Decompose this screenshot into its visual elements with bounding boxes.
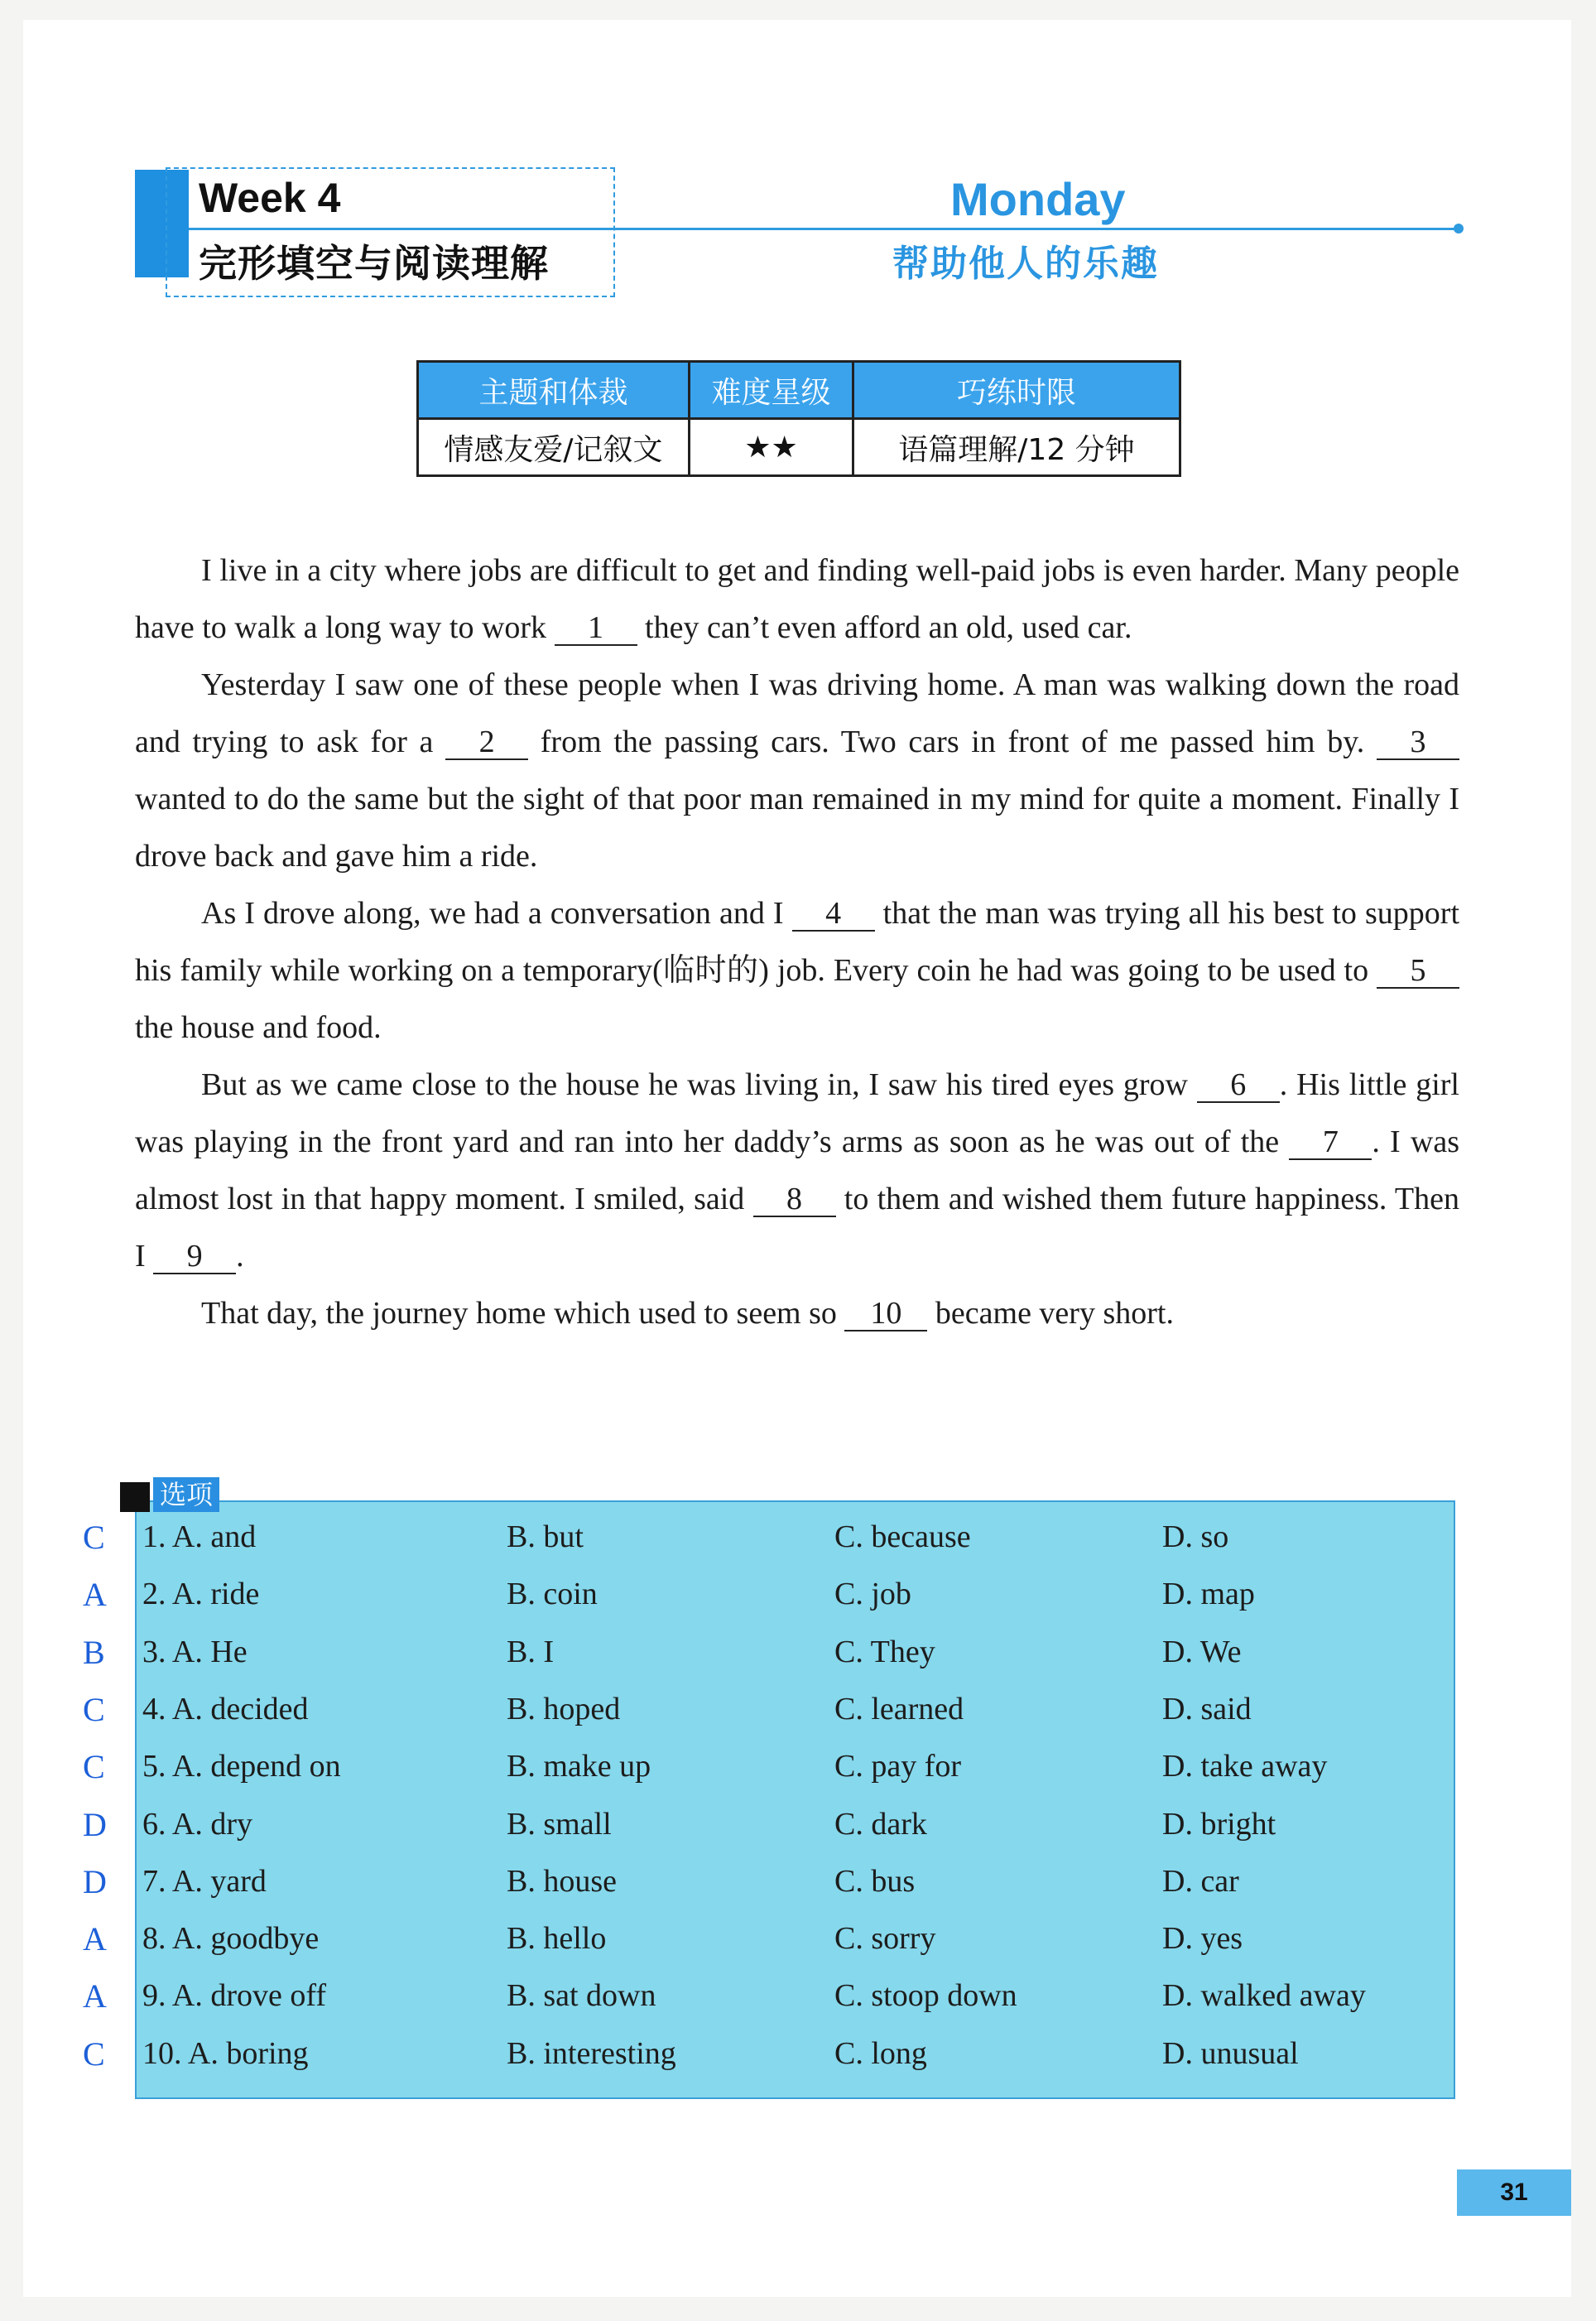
blank-3: 3 <box>1377 725 1459 760</box>
option-d: D. take away <box>1162 1749 1328 1784</box>
answer-letter: A <box>83 1920 107 1958</box>
section-title: 完形填空与阅读理解 <box>199 241 549 286</box>
option-a: 4. A. decided <box>142 1691 309 1726</box>
option-b: B. hello <box>507 1921 607 1957</box>
option-row <box>0 1967 1490 2025</box>
text: they can’t even afford an old, used car. <box>637 610 1132 645</box>
option-a: 9. A. drove off <box>142 1978 326 2014</box>
option-row <box>0 1509 1490 1566</box>
blank-9: 9 <box>153 1240 236 1274</box>
text: the house and food. <box>135 1010 382 1045</box>
option-d: D. bright <box>1162 1806 1276 1842</box>
text: became very short. <box>927 1296 1174 1331</box>
blank-10: 10 <box>844 1297 927 1331</box>
text: from the passing cars. Two cars in front of me passed him by. <box>528 725 1377 759</box>
info-value-time: 语篇理解/12 分钟 <box>853 419 1180 476</box>
options-tag-square <box>120 1482 150 1512</box>
text: But as we came close to the house he was living in, I saw his tired eyes grow <box>201 1067 1197 1102</box>
option-a: 8. A. goodbye <box>142 1921 320 1957</box>
text: . His little girl was playing in the front yard and ran into her daddy’s arms as soon as he was out of the <box>135 1067 1459 1159</box>
answer-letter: C <box>83 2034 105 2073</box>
option-d: D. so <box>1162 1519 1229 1554</box>
option-c: C. sorry <box>834 1921 936 1957</box>
answer-letter: A <box>83 1977 107 2015</box>
option-row <box>0 1910 1490 1967</box>
blank-5: 5 <box>1377 954 1459 989</box>
text: That day, the journey home which used to seem so <box>201 1296 845 1331</box>
option-c: C. job <box>834 1577 911 1612</box>
option-a: 6. A. dry <box>142 1806 252 1842</box>
passage <box>135 542 1459 1342</box>
blank-4: 4 <box>792 897 875 932</box>
option-a: 10. A. boring <box>142 2035 309 2071</box>
option-row <box>0 1796 1490 1853</box>
day-label: Monday <box>950 173 1126 225</box>
option-c: C. They <box>834 1634 935 1669</box>
answer-letter: A <box>83 1576 107 1614</box>
blank-2: 2 <box>445 725 528 760</box>
text: that the man was trying all his best to support his family while working on a temporary(临时的) job. Every coin he had was going to be used to <box>135 896 1459 988</box>
option-row <box>0 1853 1490 1910</box>
option-b: B. but <box>507 1519 584 1554</box>
answer-letter: C <box>83 1519 105 1556</box>
paragraph-5 <box>135 1285 1459 1342</box>
text: . <box>236 1239 244 1274</box>
option-row <box>0 1681 1490 1738</box>
option-row <box>0 1566 1490 1623</box>
info-header-time: 巧练时限 <box>853 362 1180 419</box>
option-b: B. I <box>507 1634 554 1669</box>
paragraph-2 <box>135 657 1459 885</box>
paragraph-4 <box>135 1057 1459 1285</box>
option-b: B. house <box>507 1863 617 1899</box>
answer-letter: D <box>83 1862 107 1900</box>
option-a: 2. A. ride <box>142 1577 260 1612</box>
blank-1: 1 <box>555 611 637 646</box>
header-rule <box>189 228 1459 230</box>
text: . I was almost lost in that happy moment. I smiled, said <box>135 1124 1459 1216</box>
option-c: C. bus <box>834 1863 916 1899</box>
week-label: Week 4 <box>199 175 341 221</box>
answer-letter: B <box>83 1633 105 1671</box>
info-table <box>416 360 1181 477</box>
option-d: D. unusual <box>1162 2035 1299 2071</box>
option-a: 7. A. yard <box>142 1863 267 1899</box>
paragraph-3 <box>135 885 1459 1057</box>
option-a: 3. A. He <box>142 1634 248 1669</box>
header-rule-dot <box>1454 224 1464 234</box>
option-row <box>0 1738 1490 1795</box>
option-d: D. walked away <box>1162 1978 1366 2014</box>
option-b: B. coin <box>507 1577 598 1612</box>
blank-8: 8 <box>753 1182 836 1217</box>
option-c: C. learned <box>834 1691 964 1726</box>
text: As I drove along, we had a conversation and I <box>201 896 792 931</box>
answer-letter: C <box>83 1748 105 1786</box>
option-d: D. yes <box>1162 1921 1243 1957</box>
text: to them and wished them future happiness. Then I <box>135 1182 1460 1274</box>
option-a: 5. A. depend on <box>142 1749 341 1784</box>
blank-6: 6 <box>1197 1068 1280 1103</box>
option-d: D. said <box>1162 1691 1252 1726</box>
text: I live in a city where jobs are difficult to get and finding well-paid jobs is even harder. Many people have to walk a long way to work <box>135 553 1459 645</box>
info-value-theme: 情感友爱/记叙文 <box>418 419 690 476</box>
option-c: C. because <box>834 1519 971 1554</box>
option-row <box>0 2025 1490 2083</box>
option-c: C. pay for <box>834 1749 962 1784</box>
option-d: D. car <box>1162 1863 1239 1899</box>
option-b: B. hoped <box>507 1691 621 1726</box>
option-c: C. long <box>834 2035 927 2071</box>
option-row <box>0 1624 1490 1681</box>
options-label: 选项 <box>153 1477 219 1512</box>
info-value-difficulty: ★★ <box>690 419 853 476</box>
blank-7: 7 <box>1289 1125 1372 1160</box>
info-header-theme: 主题和体裁 <box>418 362 690 419</box>
option-b: B. interesting <box>507 2035 676 2071</box>
answer-letter: D <box>83 1805 107 1843</box>
option-b: B. small <box>507 1806 612 1842</box>
option-d: D. map <box>1162 1577 1255 1612</box>
topic-title: 帮助他人的乐趣 <box>892 243 1159 285</box>
text: Yesterday I saw one of these people when I was driving home. A man was walking down the road and trying to ask for a <box>135 667 1459 759</box>
text: wanted to do the same but the sight of that poor man remained in my mind for quite a moment. Finally I drove back and gave him a ride. <box>135 782 1459 874</box>
info-header-difficulty: 难度星级 <box>690 362 853 419</box>
answer-letter: C <box>83 1690 105 1728</box>
option-b: B. sat down <box>507 1978 656 2014</box>
option-a: 1. A. and <box>142 1519 257 1554</box>
option-c: C. dark <box>834 1806 927 1842</box>
option-d: D. We <box>1162 1634 1242 1669</box>
option-c: C. stoop down <box>834 1978 1017 2014</box>
paragraph-1 <box>135 542 1459 657</box>
page-number: 31 <box>1457 2169 1571 2216</box>
option-b: B. make up <box>507 1749 651 1784</box>
